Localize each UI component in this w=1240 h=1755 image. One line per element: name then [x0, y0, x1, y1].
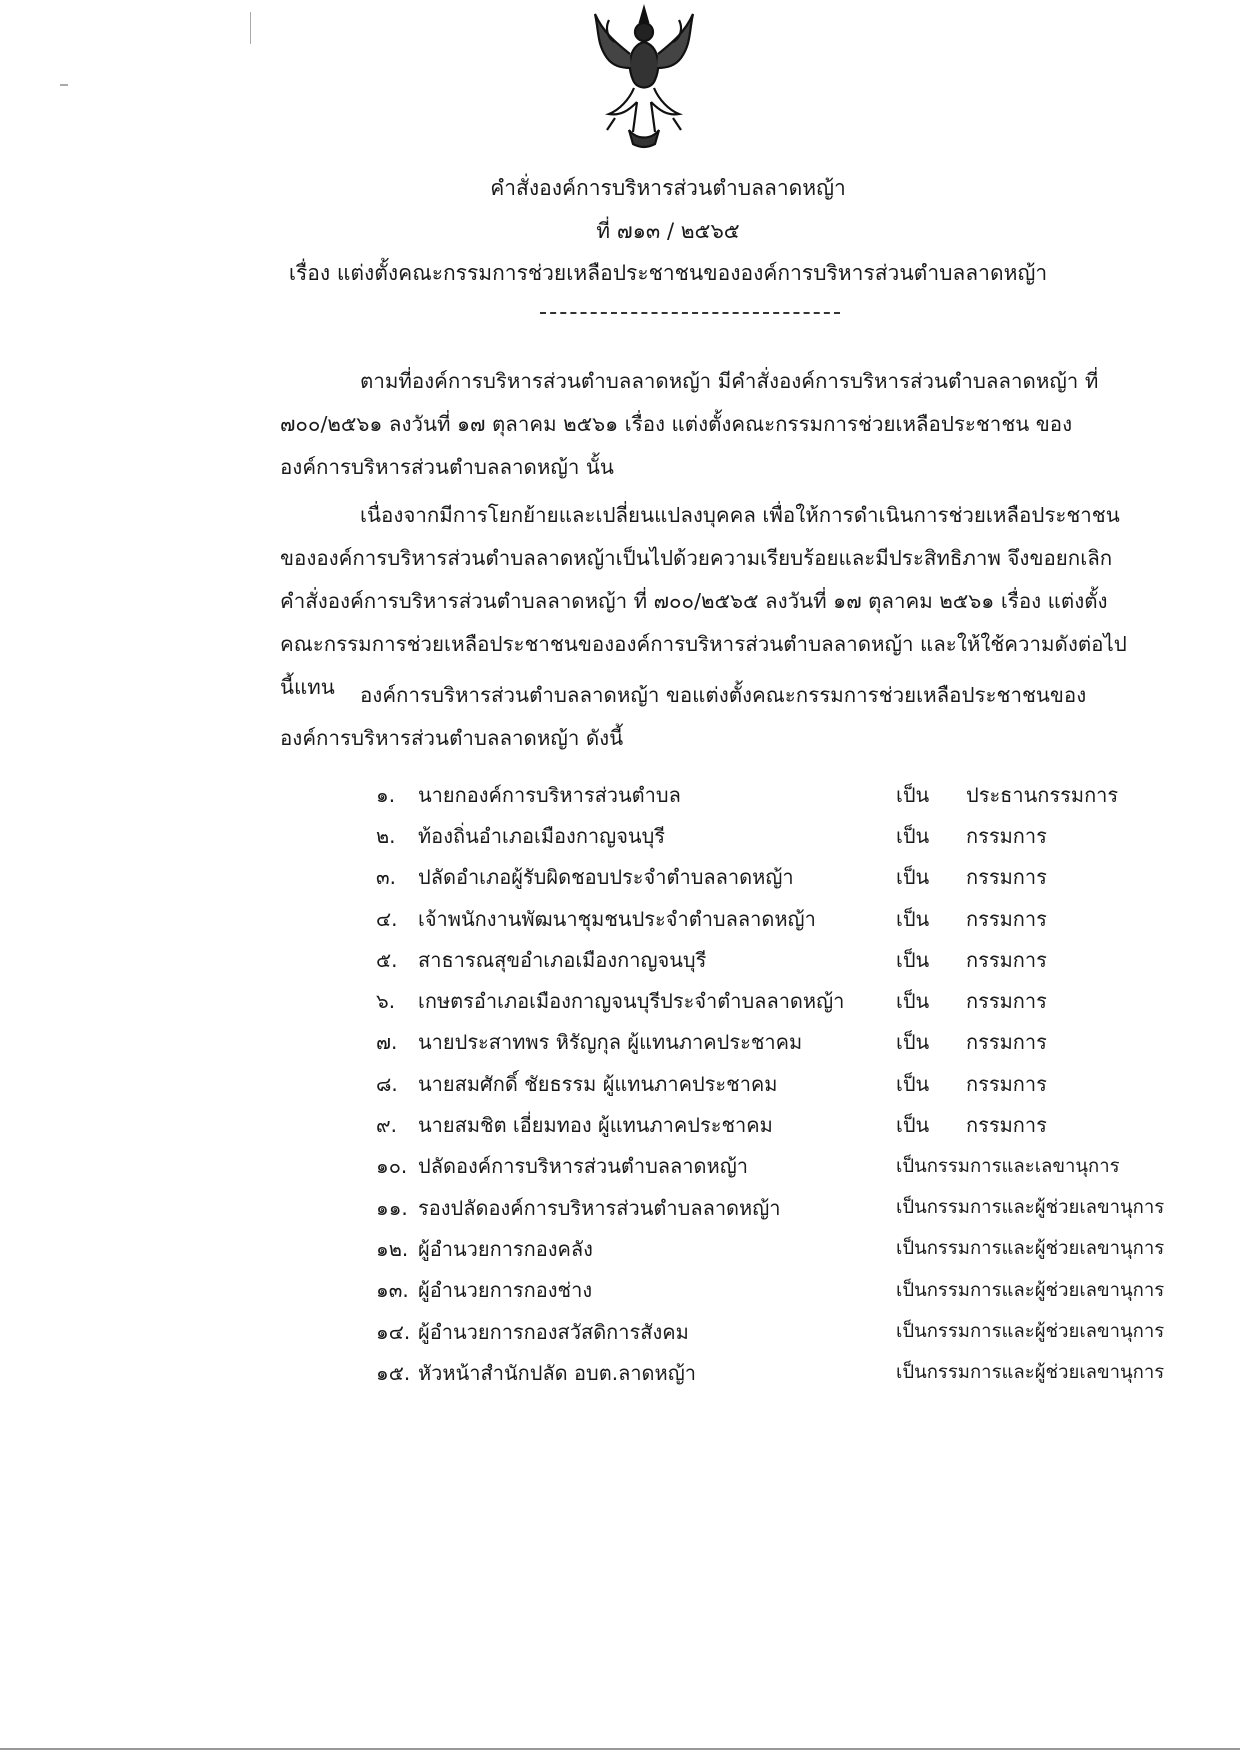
member-number: ๑๐.: [376, 1154, 408, 1179]
scan-edge: [0, 1748, 1240, 1750]
committee-row: [376, 1022, 1164, 1063]
member-number: ๑๓.: [376, 1278, 409, 1303]
garuda-emblem: [585, 2, 703, 152]
member-number: ๒.: [376, 823, 396, 848]
committee-row: [376, 1352, 1164, 1393]
member-role: กรรมการ: [966, 1030, 1047, 1055]
committee-row: [376, 815, 1164, 856]
member-role: กรรมการ: [966, 1113, 1047, 1138]
member-role: กรรมการ: [966, 865, 1047, 890]
member-role-prefix: เป็น: [896, 1030, 930, 1055]
committee-row: [376, 1187, 1164, 1228]
committee-row: [376, 1104, 1164, 1145]
member-number: ๑๒.: [376, 1236, 409, 1261]
member-number: ๓.: [376, 865, 397, 890]
member-role: เป็นกรรมการและผู้ช่วยเลขานุการ: [896, 1362, 1165, 1384]
member-name: ท้องถิ่นอำเภอเมืองกาญจนบุรี: [418, 823, 666, 848]
member-name: นายประสาทพร หิรัญกุล ผู้แทนภาคประชาคม: [418, 1030, 803, 1055]
member-number: ๑๔.: [376, 1319, 411, 1344]
member-name: ปลัดอำเภอผู้รับผิดชอบประจำตำบลลาดหญ้า: [418, 865, 794, 890]
order-number: ที่ ๗๑๓ / ๒๕๖๕: [596, 219, 740, 243]
member-name: เจ้าพนักงานพัฒนาชุมชนประจำตำบลลาดหญ้า: [418, 906, 816, 931]
member-name: ผู้อำนวยการกองสวัสดิการสังคม: [418, 1319, 689, 1344]
member-role: กรรมการ: [966, 1071, 1047, 1096]
scan-mark: [60, 84, 68, 86]
member-name: ผู้อำนวยการกองคลัง: [418, 1236, 593, 1261]
order-title: คำสั่งองค์การบริหารส่วนตำบลลาดหญ้า: [490, 176, 846, 200]
member-role-prefix: เป็น: [896, 823, 930, 848]
member-number: ๑๕.: [376, 1360, 411, 1385]
member-role-prefix: เป็น: [896, 906, 930, 931]
member-role-prefix: เป็น: [896, 947, 930, 972]
committee-row: [376, 980, 1164, 1021]
member-role-prefix: เป็น: [896, 782, 930, 807]
committee-row: [376, 1228, 1164, 1269]
member-role: กรรมการ: [966, 906, 1047, 931]
member-number: ๙.: [376, 1113, 398, 1138]
scan-mark: [250, 12, 251, 44]
committee-row: [376, 857, 1164, 898]
committee-row: [376, 774, 1164, 815]
committee-row: [376, 898, 1164, 939]
order-subject: เรื่อง แต่งตั้งคณะกรรมการช่วยเหลือประชาชนขององค์การบริหารส่วนตำบลลาดหญ้า: [288, 261, 1048, 285]
member-role: เป็นกรรมการและเลขานุการ: [896, 1155, 1120, 1177]
member-role: เป็นกรรมการและผู้ช่วยเลขานุการ: [896, 1321, 1165, 1342]
committee-row: [376, 1311, 1164, 1352]
member-role: กรรมการ: [966, 989, 1047, 1014]
committee-row: [376, 1146, 1164, 1187]
member-name: รองปลัดองค์การบริหารส่วนตำบลลาดหญ้า: [418, 1195, 781, 1220]
member-role: กรรมการ: [966, 947, 1047, 972]
member-role-prefix: เป็น: [896, 1113, 930, 1138]
member-number: ๔.: [376, 906, 398, 931]
paragraph-1-text: ตามที่องค์การบริหารส่วนตำบลลาดหญ้า มีคำสั่งองค์การบริหารส่วนตำบลลาดหญ้า ที่ ๗๐๐/๒๕๖๑ ลงวันที่ ๑๗ ตุลาคม ๒๕๖๑ เรื่อง แต่งตั้งคณะกรรมการช่วยเหลือประชาชน ขององค์การบริหารส่วนตำบลลาดหญ้า นั้น: [280, 369, 1099, 479]
member-number: ๖.: [376, 989, 396, 1014]
member-name: นายสมชิต เอี่ยมทอง ผู้แทนภาคประชาคม: [418, 1113, 773, 1138]
member-role: กรรมการ: [966, 823, 1047, 848]
member-name: สาธารณสุขอำเภอเมืองกาญจนบุรี: [418, 947, 707, 972]
member-number: ๑.: [376, 782, 396, 807]
committee-row: [376, 1063, 1164, 1104]
paragraph-2-text: เนื่องจากมีการโยกย้ายและเปลี่ยนแปลงบุคคล เพื่อให้การดำเนินการช่วยเหลือประชาชนขององค์การบริหารส่วนตำบลลาดหญ้าเป็นไปด้วยความเรียบร้อยและมีประสิทธิภาพ จึงขอยกเลิกคำสั่งองค์การบริหารส่วนตำบลลาดหญ้า ที่ ๗๐๐/๒๕๖๕ ลงวันที่ ๑๗ ตุลาคม ๒๕๖๑ เรื่อง แต่งตั้งคณะกรรมการช่วยเหลือประชาชนขององค์การบริหารส่วนตำบลลาดหญ้า และให้ใช้ความดังต่อไปนี้แทน: [280, 503, 1127, 699]
committee-row: [376, 939, 1164, 980]
member-name: ผู้อำนวยการกองช่าง: [418, 1278, 593, 1303]
member-role: เป็นกรรมการและผู้ช่วยเลขานุการ: [896, 1238, 1165, 1260]
member-role-prefix: เป็น: [896, 989, 930, 1014]
member-name: เกษตรอำเภอเมืองกาญจนบุรีประจำตำบลลาดหญ้า: [418, 989, 845, 1014]
member-number: ๑๑.: [376, 1195, 408, 1220]
member-role: ประธานกรรมการ: [966, 782, 1119, 807]
member-role-prefix: เป็น: [896, 1071, 930, 1096]
member-name: หัวหน้าสำนักปลัด อบต.ลาดหญ้า: [418, 1360, 696, 1385]
member-role: เป็นกรรมการและผู้ช่วยเลขานุการ: [896, 1197, 1165, 1219]
member-number: ๕.: [376, 947, 398, 972]
member-name: นายสมศักดิ์ ชัยธรรม ผู้แทนภาคประชาคม: [418, 1071, 778, 1096]
committee-list: [376, 774, 1164, 1393]
member-number: ๗.: [376, 1030, 398, 1055]
committee-row: [376, 1270, 1164, 1311]
header-divider: [540, 312, 840, 314]
member-number: ๘.: [376, 1071, 398, 1096]
paragraph-3: [280, 674, 1132, 760]
member-role: เป็นกรรมการและผู้ช่วยเลขานุการ: [896, 1279, 1165, 1301]
paragraph-1: [280, 360, 1132, 489]
member-name: นายกองค์การบริหารส่วนตำบล: [418, 782, 681, 807]
paragraph-3-text: องค์การบริหารส่วนตำบลลาดหญ้า ขอแต่งตั้งคณะกรรมการช่วยเหลือประชาชนขององค์การบริหารส่วนตำบลลาดหญ้า ดังนี้: [280, 683, 1087, 750]
member-role-prefix: เป็น: [896, 865, 930, 890]
member-name: ปลัดองค์การบริหารส่วนตำบลลาดหญ้า: [418, 1154, 748, 1179]
